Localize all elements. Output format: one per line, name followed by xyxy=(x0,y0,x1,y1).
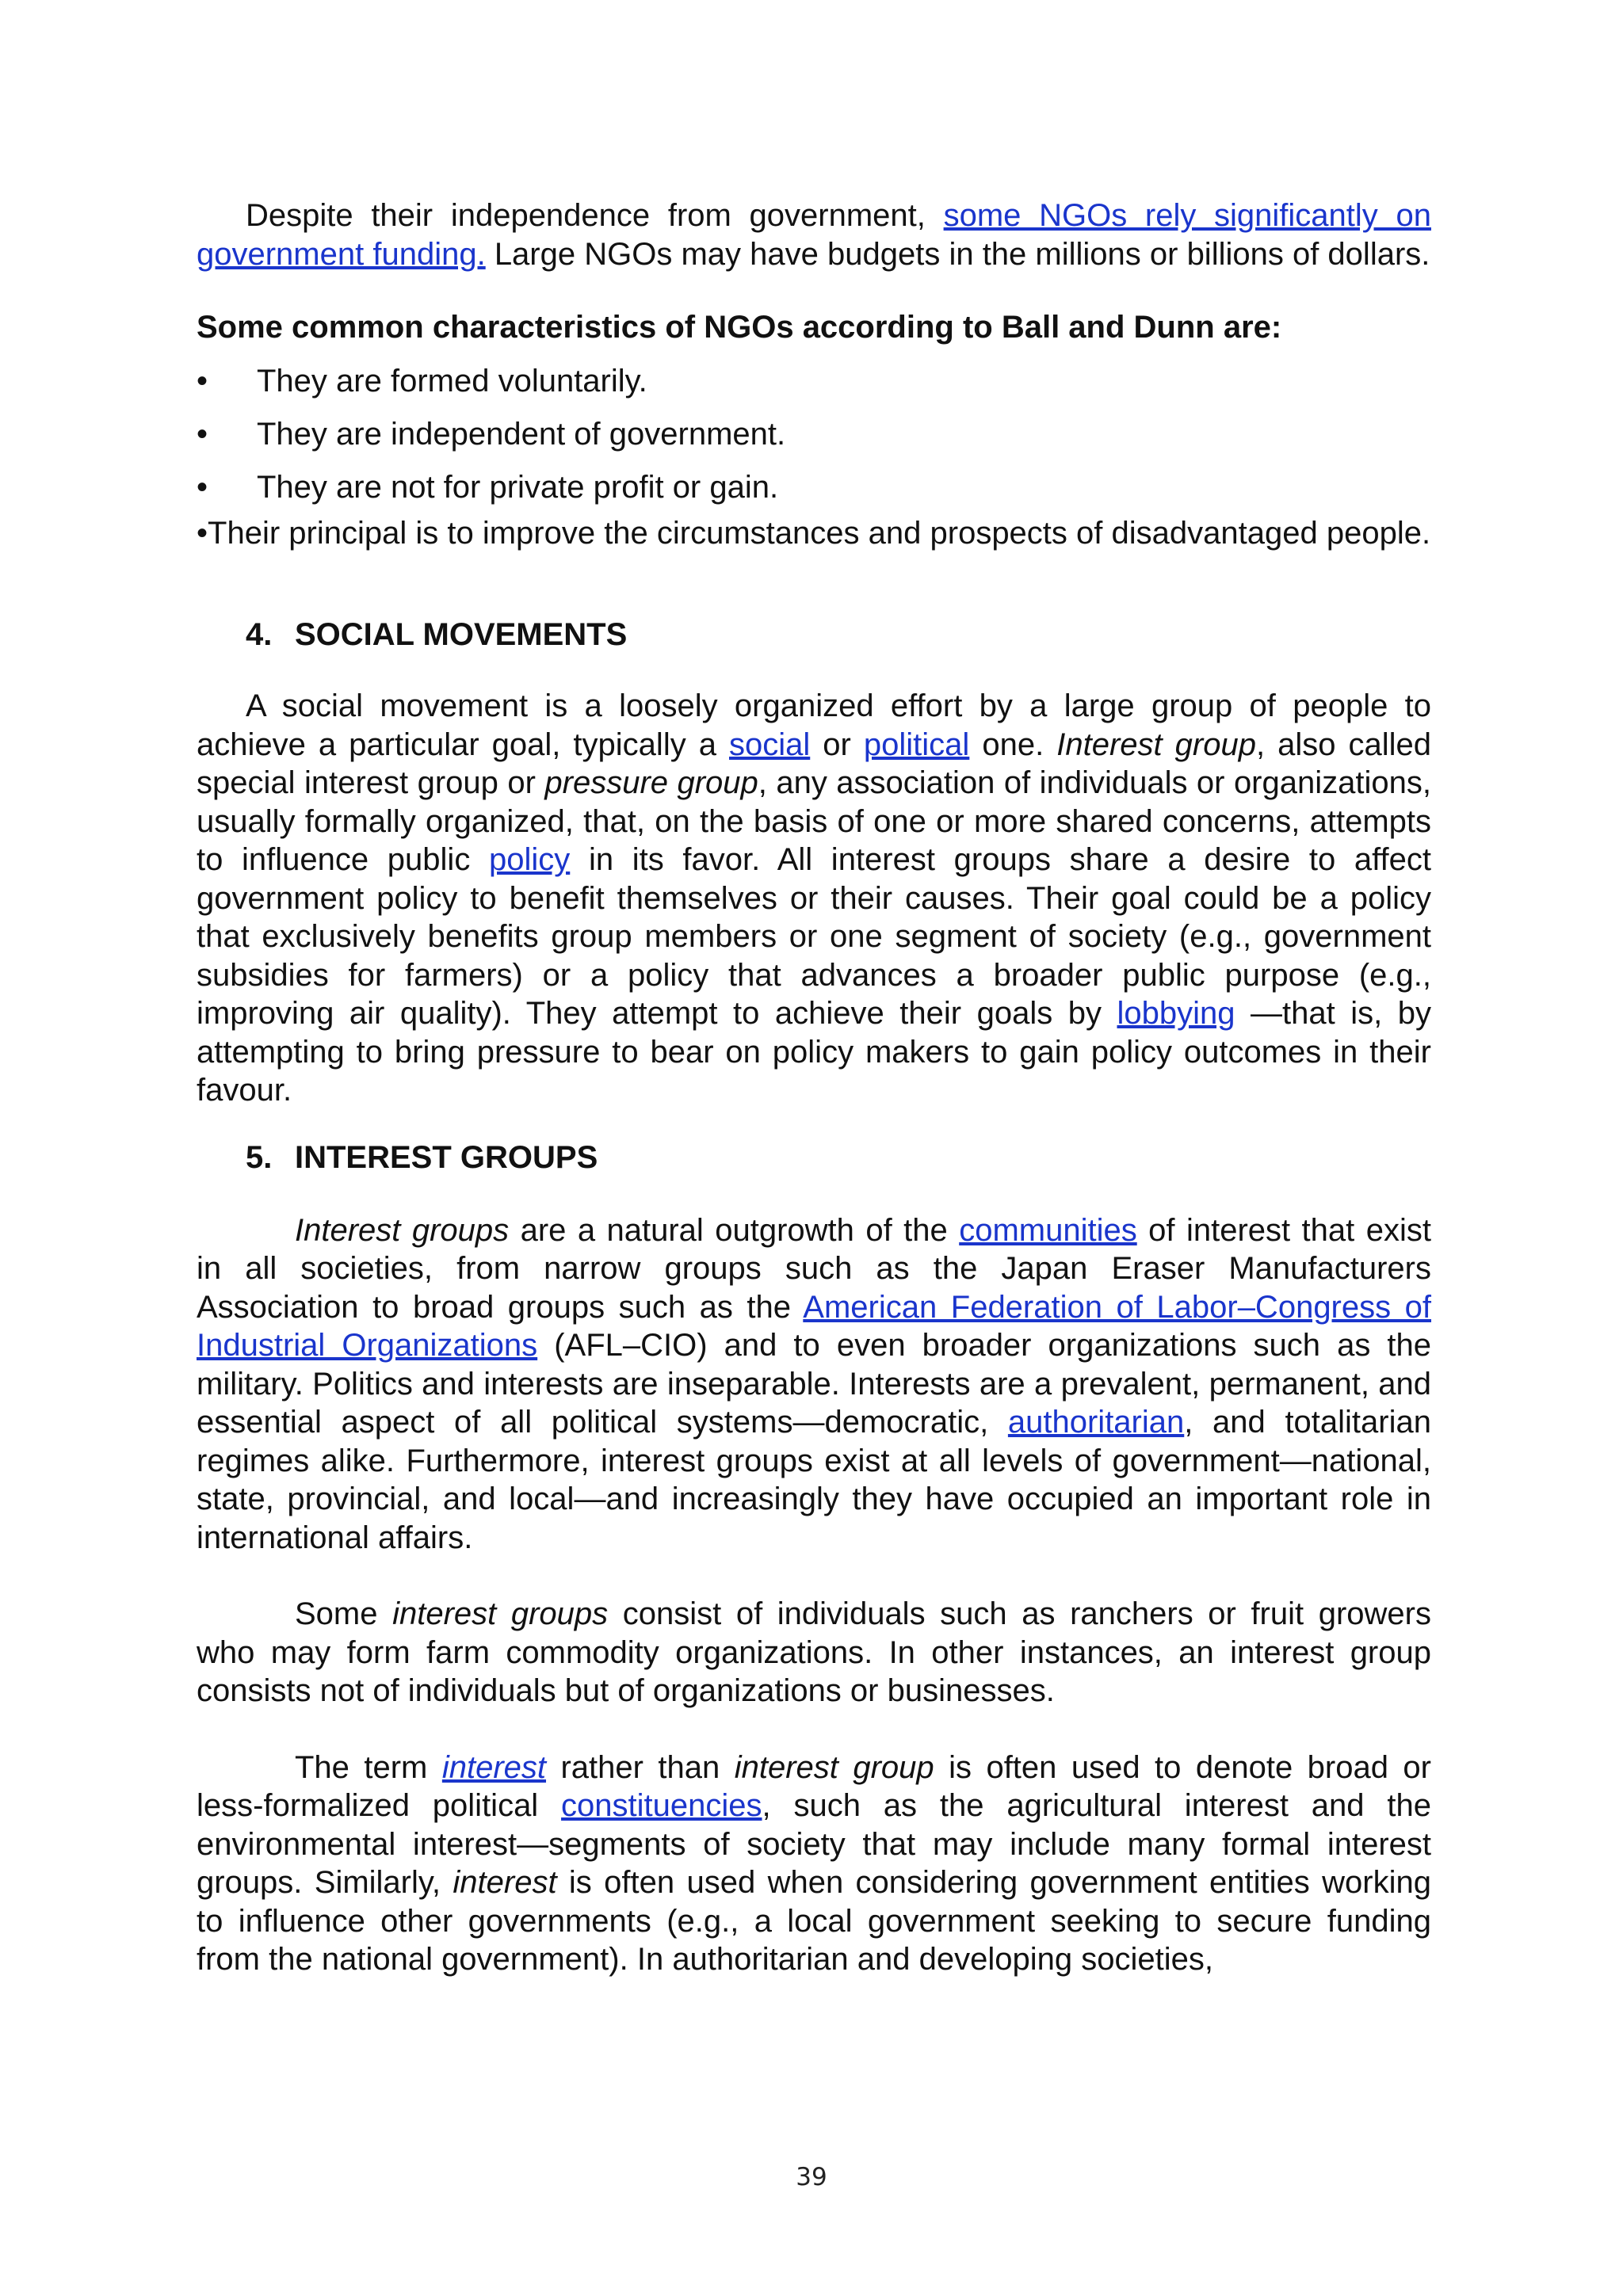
list-item-text: They are independent of government. xyxy=(257,417,786,452)
text: of interest that exist in all societies, from narrow groups such as the Japan Eraser Manufacturers Association to broad groups such as the xyxy=(197,1212,1431,1325)
italic-term: interest group xyxy=(734,1749,934,1785)
text: is often used to denote broad or less-formalized political xyxy=(197,1749,1431,1823)
document-page xyxy=(197,184,1431,1979)
section-number: 5. xyxy=(246,1139,273,1175)
italic-term: Interest group xyxy=(1056,727,1256,762)
section-number: 4. xyxy=(246,617,273,652)
text: is often used when considering government entities working to influence other governments (e.g., a local government seeking to secure funding from the national government). In authoritarian and developing societies, xyxy=(197,1865,1431,1977)
list-item-text: They are not for private profit or gain. xyxy=(257,470,779,505)
social-movement-paragraph xyxy=(197,687,1431,1110)
communities-link[interactable]: communities xyxy=(959,1212,1137,1248)
text: (AFL–CIO) and to even broader organizations such as the military. Politics and interests are inseparable. Interests are a prevalent, permanent, and essential aspect of all political systems—democratic, xyxy=(197,1328,1431,1440)
text: A social movement is a loosely organized effort by a large group of people to achieve a particular goal, typically a xyxy=(197,688,1431,762)
interest-link[interactable]: interest xyxy=(441,1749,547,1785)
interest-groups-paragraph xyxy=(197,1211,1431,1558)
italic-term: interest xyxy=(453,1865,557,1900)
italic-term: Interest groups xyxy=(295,1212,510,1248)
bullet-icon: • xyxy=(197,417,208,452)
list-item xyxy=(197,468,1431,506)
individuals-paragraph xyxy=(197,1595,1431,1711)
section-title: SOCIAL MOVEMENTS xyxy=(295,617,628,652)
social-link[interactable]: social xyxy=(729,727,811,762)
list-item xyxy=(197,362,1431,400)
italic-term: pressure group xyxy=(544,765,758,800)
ngo-funding-link[interactable]: some NGOs rely significantly on government funding. xyxy=(197,198,1431,272)
list-item xyxy=(197,506,1431,560)
list-item xyxy=(197,415,1431,453)
list-item-text: They are formed voluntarily. xyxy=(257,364,647,399)
authoritarian-link[interactable]: authoritarian xyxy=(1007,1405,1185,1440)
constituencies-link[interactable]: constituencies xyxy=(561,1788,762,1823)
section-heading-interest-groups xyxy=(246,1138,1431,1177)
section-title: INTEREST GROUPS xyxy=(295,1139,598,1175)
characteristics-heading: Some common characteristics of NGOs according to Ball and Dunn are: xyxy=(197,310,1282,345)
text: in its favor. All interest groups share a desire to affect government policy to benefit themselves or their causes. Their goal could be a policy that exclusively benefits group members or one segment of society (e.g., government subsidies for farmers) or a policy that advances a broader public purpose (e.g., improving air quality). They attempt to achieve their goals by xyxy=(197,842,1431,1031)
italic-term: interest groups xyxy=(392,1596,609,1631)
text: Large NGOs may have budgets in the millions or billions of dollars. xyxy=(494,236,1430,272)
political-link[interactable]: political xyxy=(863,727,970,762)
lobbying-link[interactable]: lobbying xyxy=(1117,996,1235,1031)
bullet-icon: • xyxy=(197,470,208,505)
text: Some xyxy=(295,1596,378,1631)
text: , such as the agricultural interest and the environmental interest—segments of society that may include many formal interest groups. Similarly, xyxy=(197,1788,1431,1900)
policy-link[interactable]: policy xyxy=(489,842,571,877)
interest-term-paragraph xyxy=(197,1749,1431,1979)
text: , also called special interest group or xyxy=(197,727,1432,800)
text: one. xyxy=(982,727,1044,762)
list-item-text: Their principal is to improve the circumstances and prospects of disadvantaged people. xyxy=(208,516,1431,551)
section-heading-social-movements xyxy=(246,616,1431,654)
text: Despite their independence from government, xyxy=(246,198,926,233)
text: or xyxy=(823,727,851,762)
characteristics-list xyxy=(197,362,1431,560)
bullet-icon: • xyxy=(197,516,208,551)
text: The term xyxy=(295,1749,428,1785)
ngo-funding-paragraph xyxy=(197,196,1431,273)
afl-cio-link[interactable]: American Federation of Labor–Congress of Industrial Organizations xyxy=(197,1289,1432,1363)
text: consist of individuals such as ranchers or fruit growers who may form farm commodity organizations. In other instances, an interest group consists not of individuals but of organizations or businesses. xyxy=(197,1596,1431,1708)
text: —that is, by attempting to bring pressure to bear on policy makers to gain policy outcomes in their favour. xyxy=(197,996,1431,1108)
text: rather than xyxy=(560,1749,720,1785)
text: , and totalitarian regimes alike. Furthermore, interest groups exist at all levels of government—national, state, provincial, and local—and increasingly they have occupied an important role in international affairs. xyxy=(197,1405,1431,1555)
text: , any association of individuals or organizations, usually formally organized, that, on the basis of one or more shared concerns, attempts to influence public xyxy=(197,765,1431,877)
page-number: 39 xyxy=(796,2163,827,2191)
bullet-icon: • xyxy=(197,364,208,399)
text: are a natural outgrowth of the xyxy=(520,1212,948,1248)
